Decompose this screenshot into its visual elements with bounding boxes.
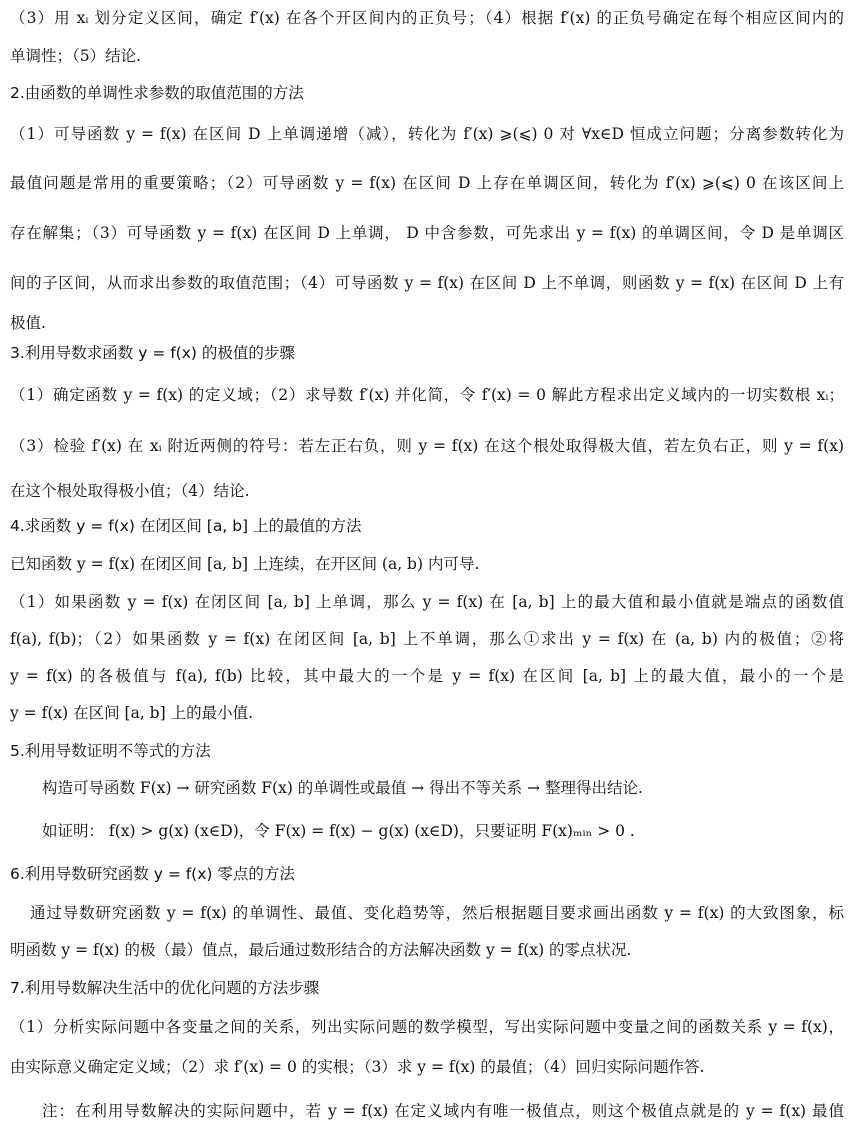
text-line: （1）如果函数 y = f(x) 在闭区间 [a, b] 上单调，那么 y = f(x) 在 [a, b] 上的最大值和最小值就是端点的函数值 xyxy=(10,593,844,611)
text-line: 通过导数研究函数 y = f(x) 的单调性、最值、变化趋势等，然后根据题目要求画出函数 y = f(x) 的大致图象，标 xyxy=(30,904,844,922)
text-line: （1）可导函数 y = f(x) 在区间 D 上单调递增（减），转化为 f′(x) ⩾(⩽) 0 对 ∀x∈D 恒成立问题；分离参数转化为 xyxy=(10,125,844,143)
text-line: 在这个根处取得极小值；（4）结论. xyxy=(10,482,250,500)
text-line: 如证明： f(x) > g(x) (x∈D)，令 F(x) = f(x) − g(x) (x∈D)，只要证明 F(x)ₘᵢₙ > 0 . xyxy=(42,822,635,840)
section-heading: 4.求函数 y = f(x) 在闭区间 [a, b] 上的最值的方法 xyxy=(10,517,362,535)
section-heading: 7.利用导数解决生活中的优化问题的方法步骤 xyxy=(10,979,320,997)
text-line: （3）检验 f′(x) 在 xᵢ 附近两侧的符号：若左正右负，则 y = f(x) 在这个根处取得极大值，若左负右正，则 y = f(x) xyxy=(10,437,844,455)
text-line: y = f(x) 的各极值与 f(a), f(b) 比较，其中最大的一个是 y = f(x) 在区间 [a, b] 上的最大值，最小的一个是 xyxy=(10,667,844,685)
section-heading: 2.由函数的单调性求参数的取值范围的方法 xyxy=(10,84,304,102)
text-line: 极值. xyxy=(10,314,46,332)
text-line: y = f(x) 在区间 [a, b] 上的最小值. xyxy=(10,704,253,722)
text-line: f(a), f(b)；（2）如果函数 y = f(x) 在闭区间 [a, b] 上不单调，那么①求出 y = f(x) 在 (a, b) 内的极值；②将 xyxy=(10,630,844,648)
text-line: 单调性；（5）结论. xyxy=(10,47,142,65)
text-line: 已知函数 y = f(x) 在闭区间 [a, b] 上连续，在开区间 (a, b) 内可导. xyxy=(10,555,480,573)
text-line: （1）分析实际问题中各变量之间的关系，列出实际问题的数学模型，写出实际问题中变量之间的函数关系 y = f(x)， xyxy=(10,1018,844,1036)
text-line: 存在解集；（3）可导函数 y = f(x) 在区间 D 上单调， D 中含参数，可先求出 y = f(x) 的单调区间，令 D 是单调区 xyxy=(10,224,844,242)
text-line: 明函数 y = f(x) 的极（最）值点，最后通过数形结合的方法解决函数 y = f(x) 的零点状况. xyxy=(10,941,632,959)
text-line: 间的子区间，从而求出参数的取值范围；（4）可导函数 y = f(x) 在区间 D 上不单调，则函数 y = f(x) 在区间 D 上有 xyxy=(10,274,844,292)
section-heading: 6.利用导数研究函数 y = f(x) 零点的方法 xyxy=(10,865,295,883)
text-line: （3）用 xᵢ 划分定义区间，确定 f′(x) 在各个开区间内的正负号；（4）根据 f′(x) 的正负号确定在每个相应区间内的 xyxy=(10,9,844,27)
text-line: 由实际意义确定定义域；（2）求 f′(x) = 0 的实根；（3）求 y = f(x) 的最值；（4）回归实际问题作答. xyxy=(10,1058,705,1076)
section-heading: 5.利用导数证明不等式的方法 xyxy=(10,742,211,760)
text-line: （1）确定函数 y = f(x) 的定义域；（2）求导数 f′(x) 并化简，令 f′(x) = 0 解此方程求出定义域内的一切实数根 xᵢ； xyxy=(10,386,844,404)
text-line: 最值问题是常用的重要策略；（2）可导函数 y = f(x) 在区间 D 上存在单调区间，转化为 f′(x) ⩾(⩽) 0 在该区间上 xyxy=(10,174,844,192)
text-line: 注：在利用导数解决的实际问题中，若 y = f(x) 在定义域内有唯一极值点，则这个极值点就是的 y = f(x) 最值 xyxy=(42,1102,844,1120)
section-heading: 3.利用导数求函数 y = f(x) 的极值的步骤 xyxy=(10,344,295,362)
text-line: 构造可导函数 F(x) → 研究函数 F(x) 的单调性或最值 → 得出不等关系 → 整理得出结论. xyxy=(42,779,643,797)
